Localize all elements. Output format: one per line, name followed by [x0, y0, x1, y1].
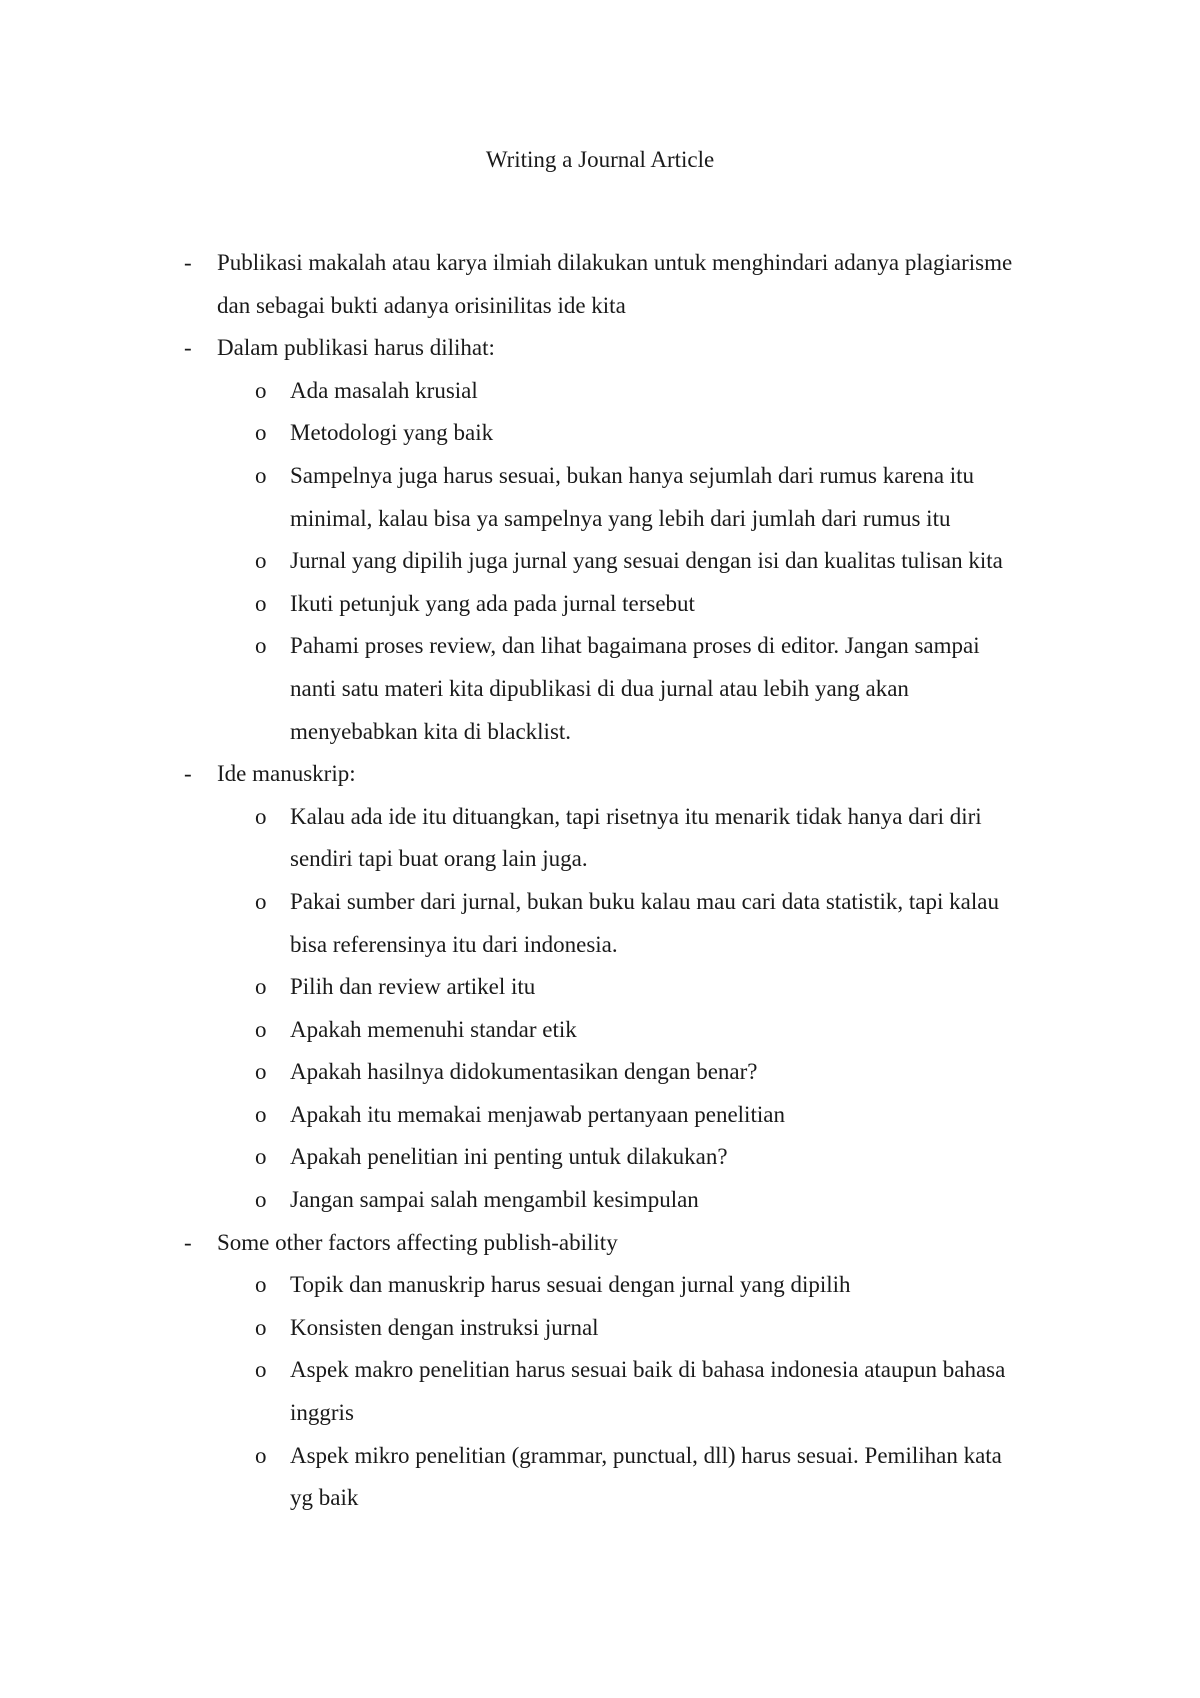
outline-line	[0, 285, 1200, 328]
sub-item-line	[0, 625, 1200, 668]
sub-item-line	[0, 1179, 1200, 1222]
outline-line	[0, 327, 1200, 370]
circle-bullet-icon: o	[255, 803, 267, 829]
sub-item-text: Apakah memenuhi standar etik	[290, 1016, 577, 1042]
dash-bullet: -	[184, 761, 192, 787]
sub-item-text: sendiri tapi buat orang lain juga.	[290, 846, 588, 872]
sub-item-text: inggris	[290, 1400, 354, 1426]
circle-bullet-icon: o	[255, 1187, 267, 1213]
sub-item-text: nanti satu materi kita dipublikasi di dua jurnal atau lebih yang akan	[290, 675, 909, 701]
sub-item-line	[0, 1435, 1200, 1478]
sub-item-line	[0, 711, 1200, 754]
dash-bullet: -	[184, 250, 192, 275]
circle-bullet-icon: o	[255, 1144, 267, 1170]
outline-line	[0, 242, 1200, 285]
sub-item-line	[0, 1349, 1200, 1392]
sub-item-text: minimal, kalau bisa ya sampelnya yang lebih dari jumlah dari rumus itu	[290, 505, 951, 531]
circle-bullet-icon: o	[255, 420, 267, 446]
circle-bullet-icon: o	[255, 548, 267, 574]
sub-item-line	[0, 370, 1200, 413]
outline-point-text: Publikasi makalah atau karya ilmiah dilakukan untuk menghindari adanya plagiarisme	[217, 250, 1013, 275]
sub-item-text: Ikuti petunjuk yang ada pada jurnal tersebut	[290, 590, 695, 616]
sub-item-line	[0, 966, 1200, 1009]
circle-bullet-icon: o	[255, 1272, 267, 1298]
dash-bullet: -	[184, 1229, 192, 1255]
document-body	[0, 242, 1200, 1520]
circle-bullet-icon: o	[255, 1059, 267, 1085]
document-title: Writing a Journal Article	[485, 147, 715, 172]
sub-item-line	[0, 455, 1200, 498]
outline-point-text: Dalam publikasi harus dilihat:	[217, 335, 495, 361]
sub-item-line	[0, 498, 1200, 541]
sub-item-text: Jurnal yang dipilih juga jurnal yang sesuai dengan isi dan kualitas tulisan kita	[290, 548, 1003, 574]
sub-item-text: Metodologi yang baik	[290, 420, 494, 446]
sub-item-text: Apakah itu memakai menjawab pertanyaan penelitian	[290, 1101, 785, 1127]
sub-item-line	[0, 1264, 1200, 1307]
sub-item-line	[0, 1307, 1200, 1350]
sub-item-text: Pahami proses review, dan lihat bagaimana proses di editor. Jangan sampai	[290, 633, 980, 659]
sub-item-line	[0, 838, 1200, 881]
sub-item-text: bisa referensinya itu dari indonesia.	[290, 931, 618, 957]
sub-item-line	[0, 1051, 1200, 1094]
sub-item-line	[0, 668, 1200, 711]
circle-bullet-icon: o	[255, 590, 267, 616]
sub-item-text: Aspek makro penelitian harus sesuai baik di bahasa indonesia ataupun bahasa	[290, 1357, 1006, 1383]
circle-bullet-icon: o	[255, 633, 267, 659]
sub-item-line	[0, 1094, 1200, 1137]
sub-item-text: Jangan sampai salah mengambil kesimpulan	[290, 1187, 699, 1213]
sub-item-text: Aspek mikro penelitian (grammar, punctual, dll) harus sesuai. Pemilihan kata	[290, 1442, 1002, 1468]
sub-item-line	[0, 583, 1200, 626]
circle-bullet-icon: o	[255, 888, 267, 914]
outline-point-text: dan sebagai bukti adanya orisinilitas ide kita	[217, 292, 626, 318]
sub-item-text: Apakah hasilnya didokumentasikan dengan benar?	[290, 1059, 758, 1085]
sub-item-line	[0, 412, 1200, 455]
outline-line	[0, 1222, 1200, 1265]
circle-bullet-icon: o	[255, 1314, 267, 1340]
outline-point-text: Some other factors affecting publish-ability	[217, 1229, 618, 1255]
outline-point-text: Ide manuskrip:	[217, 761, 356, 787]
sub-item-line	[0, 1477, 1200, 1520]
sub-item-text: Apakah penelitian ini penting untuk dilakukan?	[290, 1144, 728, 1170]
sub-item-text: Ada masalah krusial	[290, 377, 478, 403]
sub-item-text: menyebabkan kita di blacklist.	[290, 718, 572, 744]
sub-item-text: Topik dan manuskrip harus sesuai dengan jurnal yang dipilih	[290, 1272, 851, 1298]
sub-item-line	[0, 1392, 1200, 1435]
circle-bullet-icon: o	[255, 1101, 267, 1127]
circle-bullet-icon: o	[255, 377, 267, 403]
sub-item-text: Pilih dan review artikel itu	[290, 974, 536, 1000]
sub-item-text: Konsisten dengan instruksi jurnal	[290, 1314, 599, 1340]
outline-line	[0, 753, 1200, 796]
dash-bullet: -	[184, 335, 192, 361]
sub-item-line	[0, 540, 1200, 583]
sub-item-line	[0, 1009, 1200, 1052]
sub-item-text: Sampelnya juga harus sesuai, bukan hanya sejumlah dari rumus karena itu	[290, 462, 975, 488]
sub-item-line	[0, 881, 1200, 924]
circle-bullet-icon: o	[255, 1016, 267, 1042]
circle-bullet-icon: o	[255, 1357, 267, 1383]
circle-bullet-icon: o	[255, 974, 267, 1000]
sub-item-text: yg baik	[290, 1485, 359, 1511]
sub-item-line	[0, 796, 1200, 839]
sub-item-line	[0, 1136, 1200, 1179]
sub-item-text: Pakai sumber dari jurnal, bukan buku kalau mau cari data statistik, tapi kalau	[290, 888, 999, 914]
sub-item-text: Kalau ada ide itu dituangkan, tapi risetnya itu menarik tidak hanya dari diri	[290, 803, 982, 829]
circle-bullet-icon: o	[255, 462, 267, 488]
circle-bullet-icon: o	[255, 1442, 267, 1468]
sub-item-line	[0, 924, 1200, 967]
